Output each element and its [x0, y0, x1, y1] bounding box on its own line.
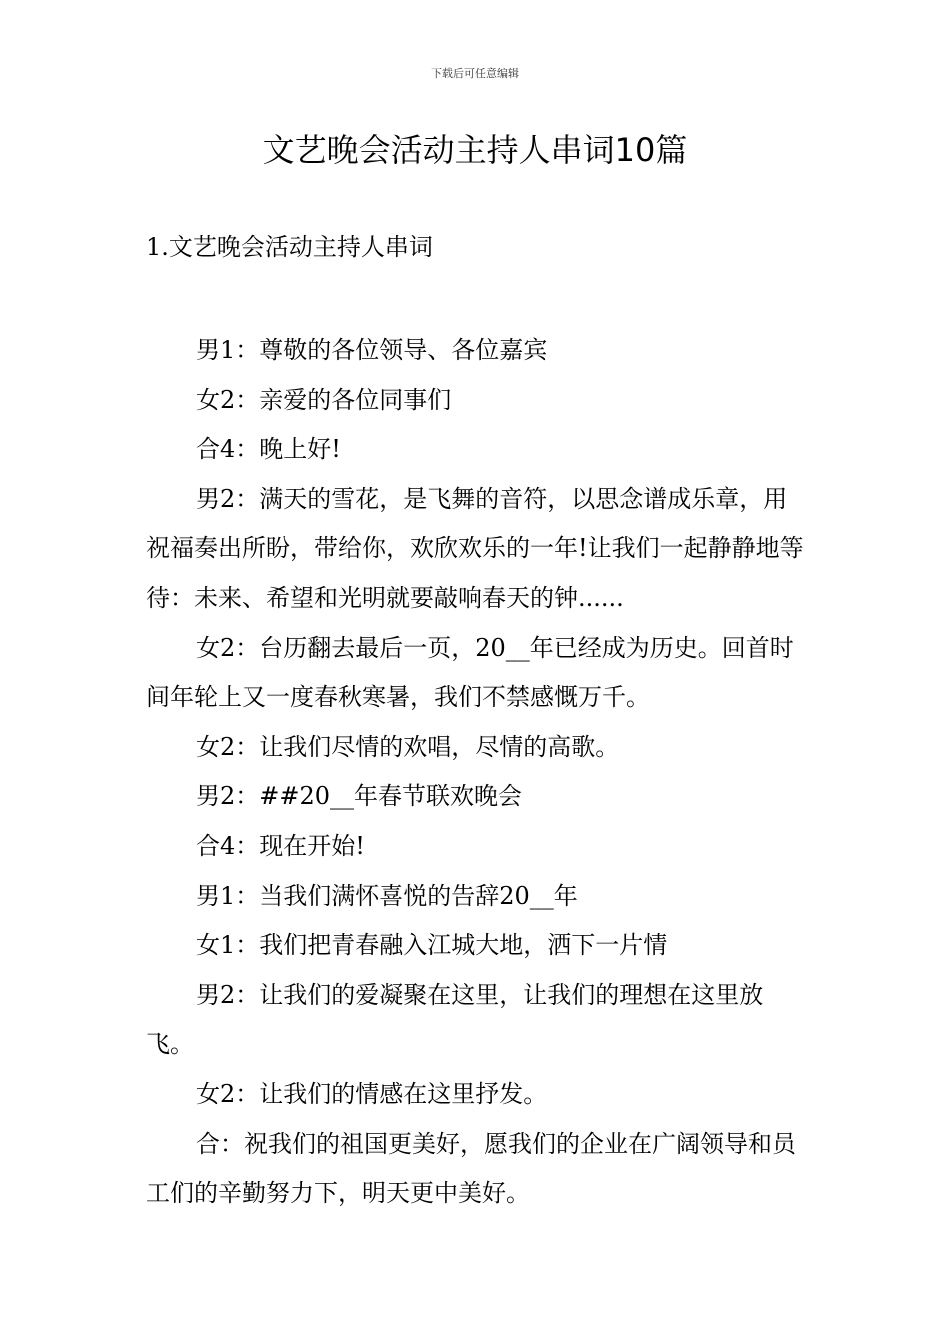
paragraph: 女2：让我们的情感在这里抒发。	[196, 1079, 548, 1108]
paragraph: 男1：当我们满怀喜悦的告辞20__年	[196, 881, 578, 910]
paragraph: 女2：让我们尽情的欢唱，尽情的高歌。	[196, 732, 620, 761]
paragraph: 男2：让我们的爱凝聚在这里，让我们的理想在这里放飞。	[146, 980, 764, 1059]
document-title: 文艺晚会活动主持人串词10篇	[262, 131, 688, 169]
header-note: 下载后可任意编辑	[431, 67, 519, 80]
section-heading: 1.文艺晚会活动主持人串词	[146, 233, 433, 261]
paragraph: 男1：尊敬的各位领导、各位嘉宾	[196, 336, 548, 364]
document-body	[146, 326, 810, 1219]
paragraph: 女2：台历翻去最后一页，20__年已经成为历史。回首时间年轮上又一度春秋寒暑，我们不禁感慨万千。	[146, 633, 794, 712]
paragraph: 女2：亲爱的各位同事们	[196, 385, 452, 414]
paragraph: 男2：满天的雪花，是飞舞的音符，以思念谱成乐章，用祝福奏出所盼，带给你，欢欣欢乐的一年!让我们一起静静地等待：未来、希望和光明就要敲响春天的钟......	[146, 484, 804, 612]
paragraph: 男2：##20__年春节联欢晚会	[196, 782, 523, 811]
paragraph: 合4：晚上好!	[196, 435, 341, 464]
paragraph: 合：祝我们的祖国更美好，愿我们的企业在广阔领导和员工们的辛勤努力下，明天更中美好。	[146, 1129, 796, 1208]
paragraph: 女1：我们把青春融入江城大地，洒下一片情	[196, 931, 668, 960]
paragraph: 合4：现在开始!	[196, 831, 365, 860]
